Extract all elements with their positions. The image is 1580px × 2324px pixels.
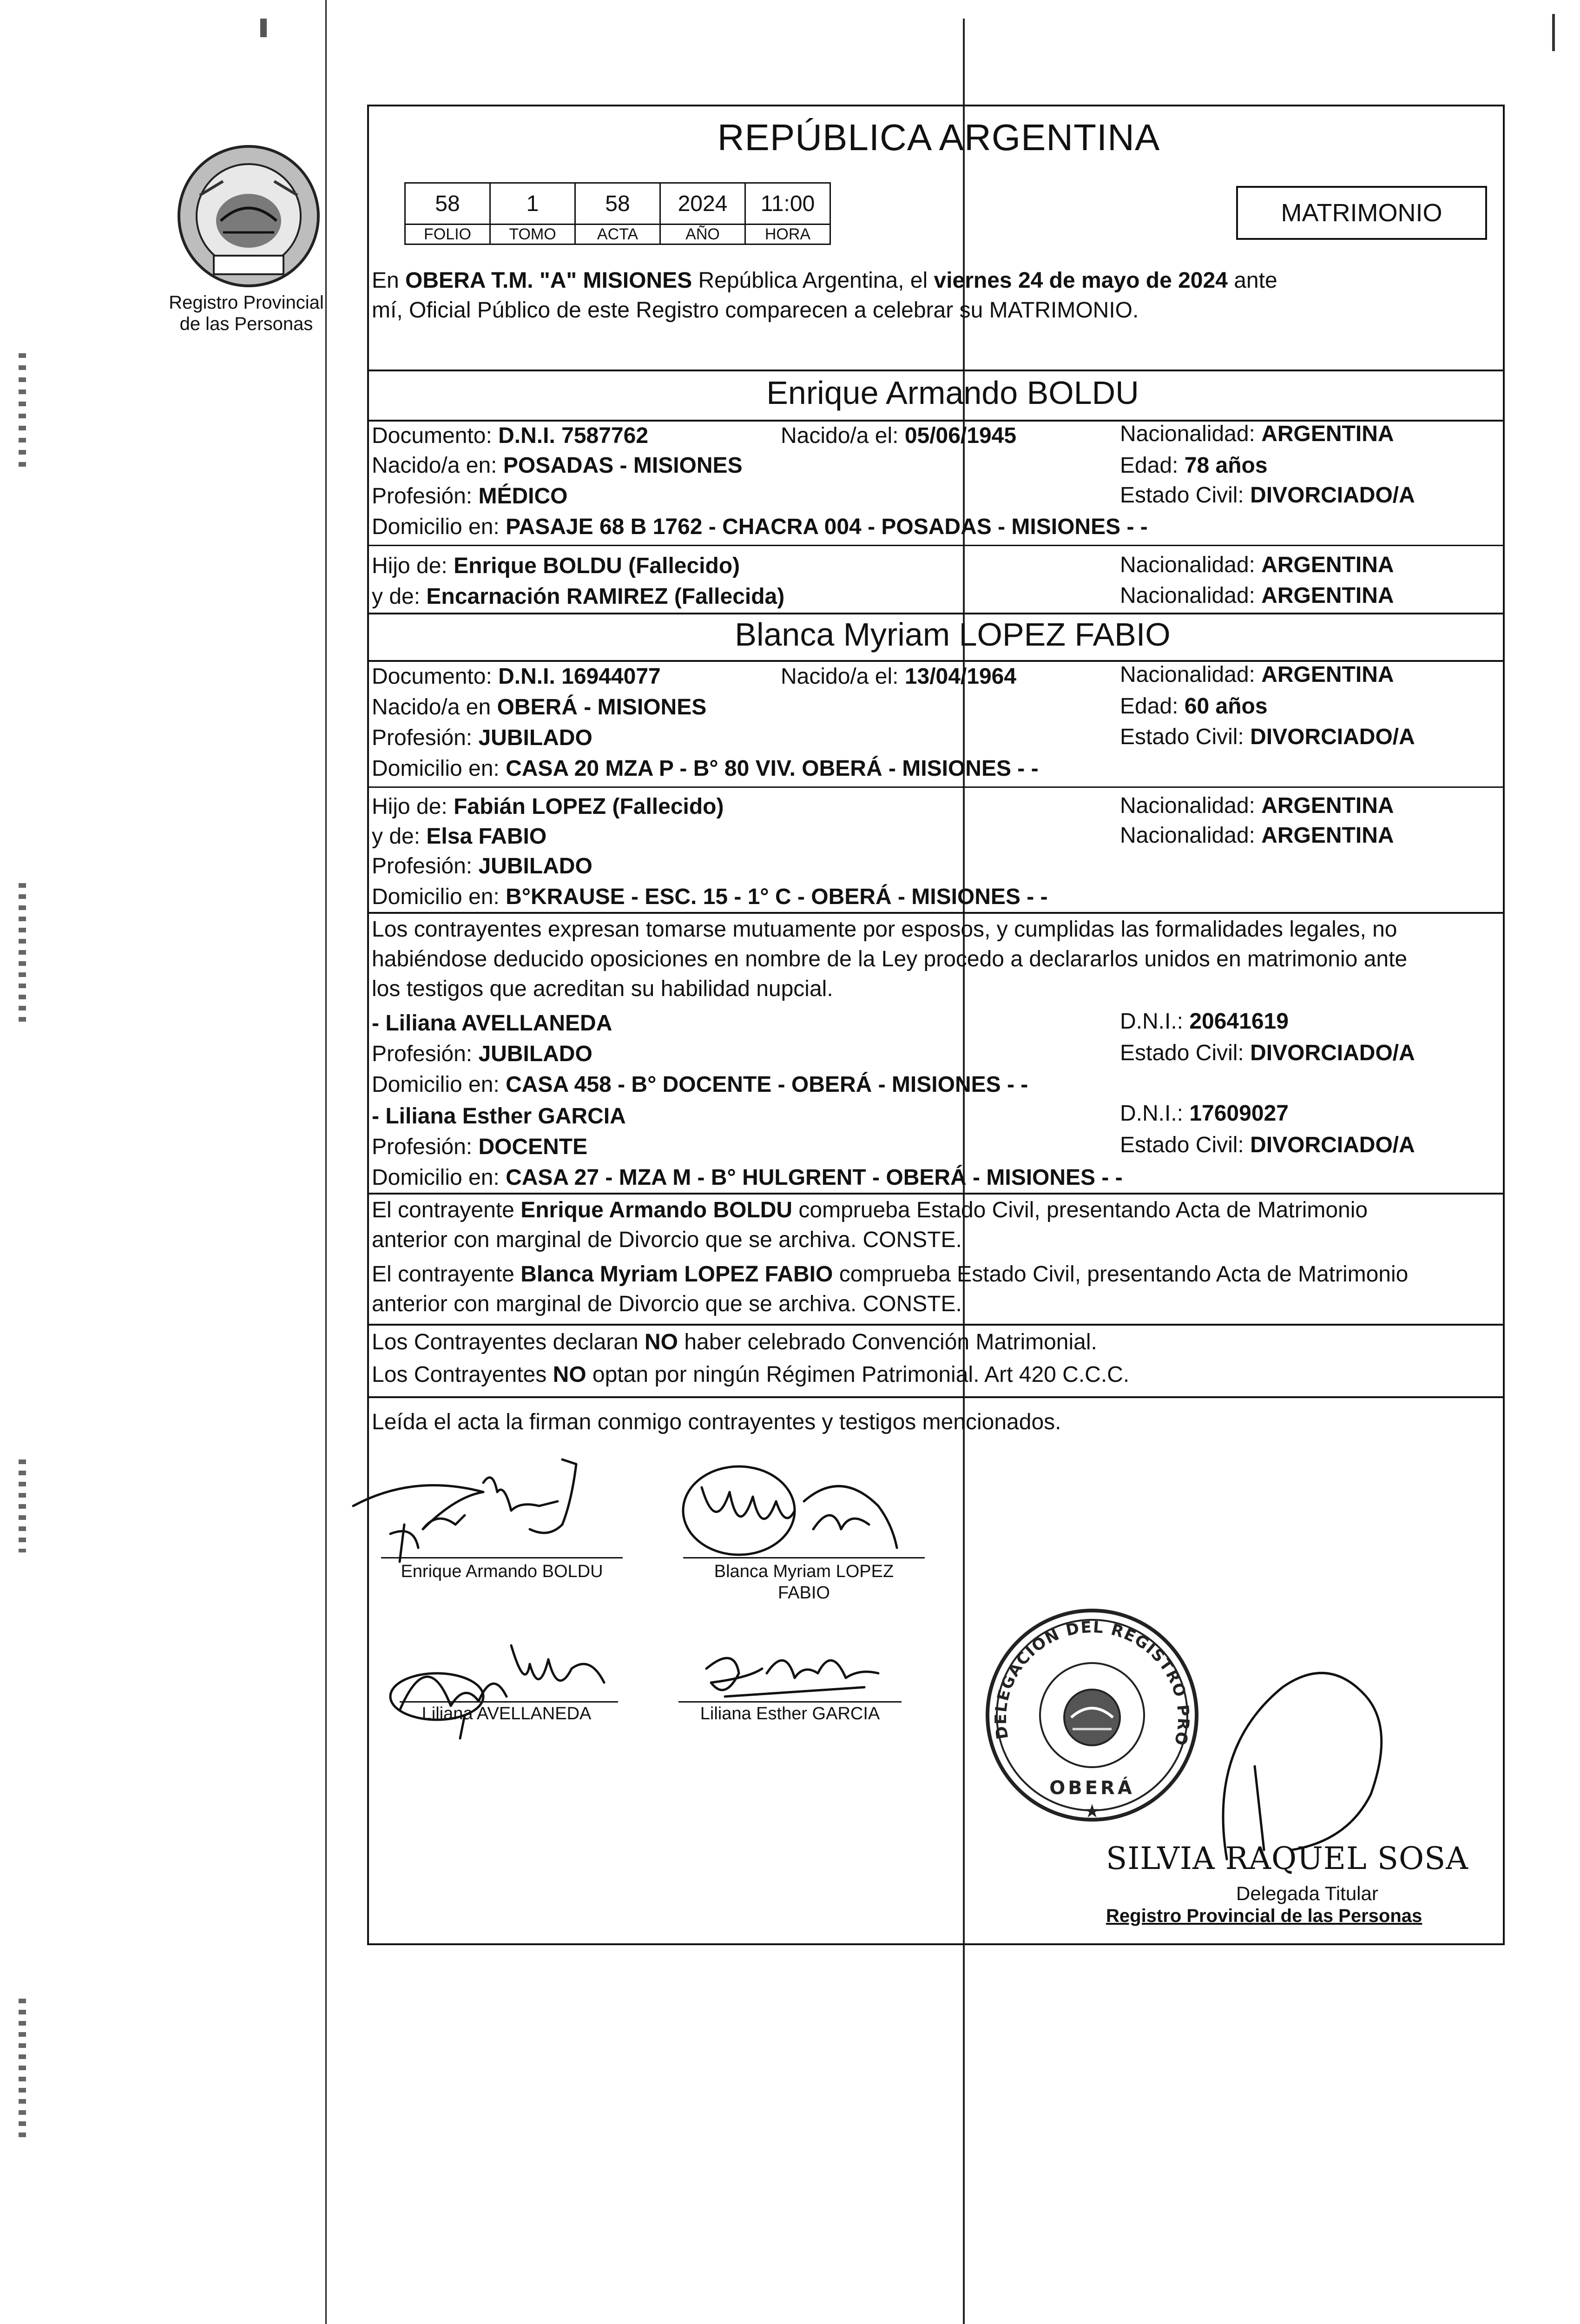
anio-label: AÑO [660,224,745,244]
registry-stamp [976,1599,1208,1841]
spouse-2-father-nationality: Nacionalidad: ARGENTINA [1120,793,1394,818]
spouse-2-document: Documento: D.N.I. 16944077 [372,664,661,689]
signature-label-3: Liliana AVELLANEDA [421,1704,592,1723]
scan-mark [19,1459,26,1552]
intro-line-2: mí, Oficial Público de este Registro comparecen a celebrar su MATRIMONIO. [372,298,1139,323]
official-office: Registro Provincial de las Personas [1106,1906,1422,1926]
anio-value: 2024 [660,183,745,224]
official-role: Delegada Titular [1236,1882,1378,1904]
spouse-2-name: Blanca Myriam LOPEZ FABIO [735,616,1171,653]
spouse-2-father: Hijo de: Fabián LOPEZ (Fallecido) [372,794,724,819]
scan-mark [19,353,26,474]
witness-1-dni: D.N.I.: 20641619 [1120,1009,1289,1034]
acta-value: 58 [575,183,660,224]
svg-text:★: ★ [1084,1801,1100,1822]
witness-2-name: - Liliana Esther GARCIA [372,1104,626,1129]
divider [367,1324,1505,1326]
registry-table [404,182,831,245]
spouse-1-mother-nationality: Nacionalidad: ARGENTINA [1120,583,1394,608]
declaration-line-3: los testigos que acreditan su habilidad nupcial. [372,977,833,1001]
witness-1-address: Domicilio en: CASA 458 - B° DOCENTE - OBERÁ - MISIONES - - [372,1072,1028,1097]
signature-line-1 [381,1557,623,1558]
hora-label: HORA [745,224,830,244]
spouse-1-age: Edad: 78 años [1120,453,1268,478]
signature-label-1: Enrique Armando BOLDU [401,1562,603,1581]
intro-line-1: En OBERA T.M. "A" MISIONES República Argentina, el viernes 24 de mayo de 2024 ante [372,268,1277,293]
scan-mark [19,883,26,1023]
spouse-2-civil-status: Estado Civil: DIVORCIADO/A [1120,725,1415,749]
witness-2-profession: Profesión: DOCENTE [372,1135,588,1159]
official-name: SILVIA RAQUEL SOSA [1106,1841,1468,1876]
declaration-line-2: habiéndose deducido oposiciones en nombre de la Ley procedo a declararlos unidos en matrimonio ante [372,947,1408,971]
spouse-1-birthplace: Nacido/a en: POSADAS - MISIONES [372,453,743,478]
province-seal-logo [172,139,325,293]
signature-line-2 [683,1557,925,1558]
spouse-1-birthdate: Nacido/a el: 05/06/1945 [781,423,1017,448]
spouse-2-birthdate: Nacido/a el: 13/04/1964 [781,664,1017,689]
signature-line-4 [678,1701,902,1703]
note-1-line-1: El contrayente Enrique Armando BOLDU comprueba Estado Civil, presentando Acta de Matrimonio [372,1198,1368,1222]
spouse-2-mother-profession: Profesión: JUBILADO [372,854,592,878]
spouse-1-nationality: Nacionalidad: ARGENTINA [1120,422,1394,446]
note-4: Los Contrayentes NO optan por ningún Régimen Patrimonial. Art 420 C.C.C. [372,1362,1130,1387]
divider [367,786,1505,788]
closing-note: Leída el acta la firman conmigo contrayentes y testigos mencionados. [372,1410,1061,1434]
signature-witness-1 [372,1627,632,1743]
declaration-line-1: Los contrayentes expresan tomarse mutuamente por esposos, y cumplidas las formalidades legales, no [372,917,1397,942]
tomo-label: TOMO [490,224,575,244]
witness-2-civil-status: Estado Civil: DIVORCIADO/A [1120,1133,1415,1157]
witness-1-name: - Liliana AVELLANEDA [372,1011,612,1036]
spouse-1-father-nationality: Nacionalidad: ARGENTINA [1120,553,1394,577]
registry-caption: Registro Provincial de las Personas [169,292,324,334]
note-3: Los Contrayentes declaran NO haber celebrado Convención Matrimonial. [372,1330,1097,1354]
spouse-1-address: Domicilio en: PASAJE 68 B 1762 - CHACRA 004 - POSADAS - MISIONES - - [372,515,1148,539]
divider [367,1396,1505,1398]
spouse-2-mother-nationality: Nacionalidad: ARGENTINA [1120,823,1394,848]
witness-1-civil-status: Estado Civil: DIVORCIADO/A [1120,1041,1415,1065]
spouse-1-name: Enrique Armando BOLDU [766,375,1139,411]
divider [367,613,1505,614]
official-signature [1190,1655,1431,1868]
spouse-2-mother-address: Domicilio en: B°KRAUSE - ESC. 15 - 1° C - OBERÁ - MISIONES - - [372,885,1048,909]
spouse-2-address: Domicilio en: CASA 20 MZA P - B° 80 VIV. OBERÁ - MISIONES - - [372,756,1039,781]
signature-label-4: Liliana Esther GARCIA [700,1704,880,1723]
divider [367,545,1505,546]
folio-value: 58 [405,183,490,224]
spouse-1-civil-status: Estado Civil: DIVORCIADO/A [1120,483,1415,508]
divider [367,370,1505,371]
note-2-line-2: anterior con marginal de Divorcio que se archiva. CONSTE. [372,1292,962,1316]
spouse-1-father: Hijo de: Enrique BOLDU (Fallecido) [372,554,740,578]
spouse-1-document: Documento: D.N.I. 7587762 [372,423,649,448]
divider [367,912,1505,914]
act-type-box: MATRIMONIO [1236,186,1487,240]
folio-label: FOLIO [405,224,490,244]
scan-mark [1552,14,1555,51]
note-1-line-2: anterior con marginal de Divorcio que se archiva. CONSTE. [372,1228,962,1252]
left-margin-line [325,0,327,2324]
page-title: REPÚBLICA ARGENTINA [717,117,1160,158]
witness-2-address: Domicilio en: CASA 27 - MZA M - B° HULGRENT - OBERÁ - MISIONES - - [372,1165,1123,1190]
tomo-value: 1 [490,183,575,224]
note-2-line-1: El contrayente Blanca Myriam LOPEZ FABIO comprueba Estado Civil, presentando Acta de Matrimonio [372,1262,1409,1287]
spouse-2-age: Edad: 60 años [1120,694,1268,719]
svg-text:DELEGACION DEL REGISTRO PROVIN: DELEGACION DEL REGISTRO PRO [991,1618,1193,1748]
signature-spouse-2 [674,1459,915,1571]
witness-2-dni: D.N.I.: 17609027 [1120,1101,1289,1126]
spouse-2-profession: Profesión: JUBILADO [372,726,592,750]
spouse-1-profession: Profesión: MÉDICO [372,484,568,508]
acta-label: ACTA [575,224,660,244]
spouse-2-nationality: Nacionalidad: ARGENTINA [1120,662,1394,687]
hora-value: 11:00 [745,183,830,224]
scan-mark [260,19,267,37]
witness-1-profession: Profesión: JUBILADO [372,1042,592,1066]
signature-spouse-1 [344,1455,632,1566]
spouse-2-mother: y de: Elsa FABIO [372,824,547,849]
signature-label-2: Blanca Myriam LOPEZ FABIO [714,1562,894,1603]
signature-line-3 [400,1701,618,1703]
spouse-2-birthplace: Nacido/a en OBERÁ - MISIONES [372,695,707,720]
divider [367,1193,1505,1195]
spouse-1-mother: y de: Encarnación RAMIREZ (Fallecida) [372,584,785,609]
svg-text:OBERÁ: OBERÁ [1049,1777,1135,1799]
scan-mark [19,1999,26,2138]
